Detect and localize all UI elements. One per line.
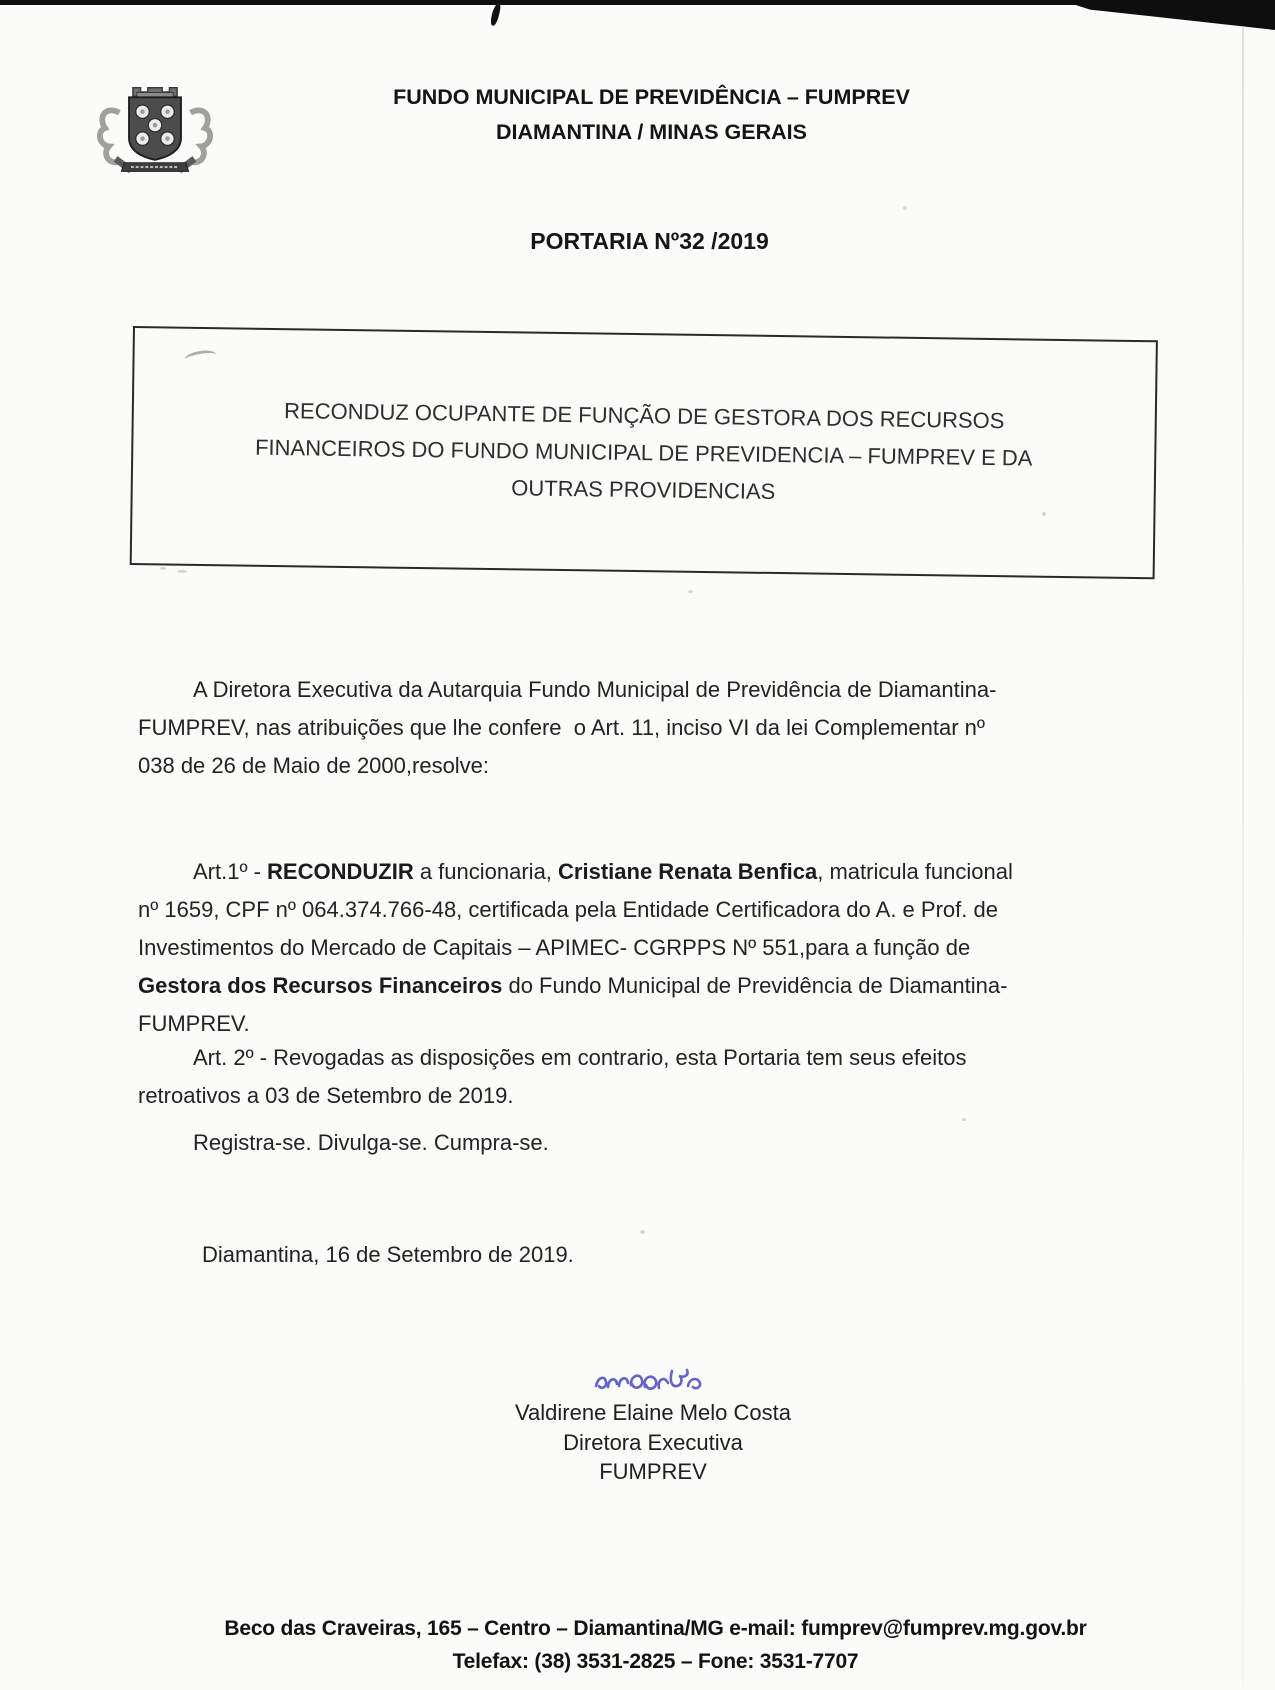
letterhead: [0, 80, 1275, 150]
body-line: [138, 853, 1083, 891]
body-line: Investimentos do Mercado de Capitais – APIMEC- CGRPPS Nº 551,para a função de: [138, 935, 971, 960]
body-line: nº 1659, CPF nº 064.374.766-48, certificada pela Entidade Certificadora do A. e Prof. de: [138, 897, 998, 922]
signatory-name: Valdirene Elaine Melo Costa: [515, 1400, 791, 1425]
summary-line: FINANCEIROS DO FUNDO MUNICIPAL DE PREVIDENCIA – FUMPREV E DA: [254, 434, 1033, 471]
scan-edge-artifact-top: [0, 0, 1120, 5]
signatory-org: FUMPREV: [599, 1459, 707, 1484]
summary-text: [183, 391, 1104, 515]
scan-speck: [640, 1230, 645, 1234]
job-title: Gestora dos Recursos Financeiros: [138, 973, 503, 998]
signature-block: [478, 1362, 828, 1487]
summary-box: [130, 326, 1158, 579]
scan-mark-artifact: [489, 2, 501, 26]
employee-name: Cristiane Renata Benfica: [558, 859, 818, 884]
body-line: Art. 2º - Revogadas as disposições em contrario, esta Portaria tem seus efeitos: [193, 1045, 967, 1070]
article-1-number: Art.1º -: [193, 859, 268, 884]
org-name: FUNDO MUNICIPAL DE PREVIDÊNCIA – FUMPREV: [393, 85, 910, 109]
scan-edge-artifact-right: [1242, 26, 1244, 1686]
summary-line: RECONDUZ OCUPANTE DE FUNÇÃO DE GESTORA DOS RECURSOS: [283, 398, 1005, 434]
scan-speck: [160, 567, 166, 570]
place-and-date: [138, 1236, 1083, 1274]
document-title: PORTARIA Nº32 /2019: [530, 228, 769, 254]
org-location: DIAMANTINA / MINAS GERAIS: [496, 120, 807, 144]
scan-speck: [962, 1118, 966, 1121]
article-2-paragraph: [138, 1039, 1083, 1115]
article-1-paragraph: [138, 853, 1083, 1043]
body-text: , matricula funcional: [817, 859, 1013, 884]
footer: [0, 1612, 1275, 1678]
footer-phones: Telefax: (38) 3531-2825 – Fone: 3531-7707: [452, 1650, 859, 1673]
summary-line: OUTRAS PROVIDENCIAS: [511, 475, 776, 504]
signatory-role: Diretora Executiva: [563, 1429, 743, 1455]
body-line: 038 de 26 de Maio de 2000,resolve:: [138, 753, 490, 778]
body-line: retroativos a 03 de Setembro de 2019.: [138, 1083, 514, 1108]
body-text: do Fundo Municipal de Previdência de Diamantina-: [502, 973, 1008, 998]
body-line: A Diretora Executiva da Autarquia Fundo Municipal de Previdência de Diamantina-: [193, 677, 997, 702]
body-line: FUMPREV, nas atribuições que lhe confere o Art. 11, inciso VI da lei Complementar nº: [138, 715, 985, 740]
signature-ink: [590, 1362, 750, 1396]
body-line: [138, 967, 1083, 1005]
footer-address: Beco das Craveiras, 165 – Centro – Diamantina/MG e-mail: fumprev@fumprev.mg.gov.br: [224, 1617, 1087, 1640]
article-1-verb: RECONDUZIR: [267, 859, 414, 884]
scan-speck: [903, 206, 907, 210]
scan-speck: [177, 570, 187, 573]
closing-formula: [138, 1124, 1083, 1162]
body-line: Registra-se. Divulga-se. Cumpra-se.: [193, 1130, 549, 1155]
body-line: Diamantina, 16 de Setembro de 2019.: [202, 1242, 574, 1267]
preamble-paragraph: [138, 671, 1083, 785]
scan-speck: [688, 590, 693, 593]
body-line: FUMPREV.: [138, 1011, 250, 1036]
pencil-smudge: [184, 348, 218, 365]
body-text: a funcionaria,: [413, 859, 559, 884]
